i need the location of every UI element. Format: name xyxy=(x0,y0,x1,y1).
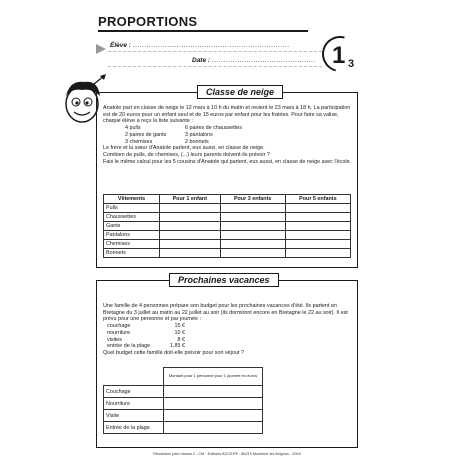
budget-table xyxy=(103,367,263,434)
table-row xyxy=(104,249,351,258)
answer-cell[interactable] xyxy=(220,204,285,213)
table-row xyxy=(104,410,263,422)
answer-cell[interactable] xyxy=(164,398,263,410)
table-row xyxy=(104,386,263,398)
student-label: Élève : xyxy=(110,42,131,49)
answer-cell[interactable] xyxy=(285,213,350,222)
row-label: Pulls xyxy=(104,204,160,213)
answer-cell[interactable] xyxy=(160,222,221,231)
table-header-row xyxy=(104,195,351,204)
answer-cell[interactable] xyxy=(220,249,285,258)
row-label: Visite xyxy=(104,410,164,422)
list-item: 3 chemises xyxy=(125,138,153,145)
answer-cell[interactable] xyxy=(220,231,285,240)
student-info xyxy=(96,42,318,70)
row-label: Couchage xyxy=(104,386,164,398)
list-item: 4 pulls xyxy=(125,125,141,132)
clothing-table xyxy=(103,194,351,258)
question-text: Le frère et la sœur d'Anatole partent, eux aussi, en classe de neige. xyxy=(103,145,265,152)
cost-label: nourriture xyxy=(107,329,131,336)
table-row xyxy=(104,398,263,410)
page-title: PROPORTIONS xyxy=(98,14,198,29)
table-row xyxy=(104,422,263,434)
date-line xyxy=(192,57,316,64)
cost-label: visites xyxy=(107,336,122,343)
cost-value: 1,85 € xyxy=(170,343,185,350)
answer-cell[interactable] xyxy=(160,213,221,222)
divider xyxy=(108,51,322,52)
answer-cell[interactable] xyxy=(220,240,285,249)
row-label: Chaussettes xyxy=(104,213,160,222)
row-label: Gants xyxy=(104,222,160,231)
section-classe-de-neige xyxy=(96,87,358,268)
table-row xyxy=(104,204,351,213)
student-name-field[interactable]: .................................................................... xyxy=(132,42,290,49)
cost-label: couchage xyxy=(107,323,131,330)
answer-cell[interactable] xyxy=(160,231,221,240)
student-line xyxy=(110,42,290,49)
title-rule xyxy=(98,30,308,32)
row-label: Bonnets xyxy=(104,249,160,258)
answer-cell[interactable] xyxy=(160,249,221,258)
page-footer: Résolution pam niveau 2 - CM - Editions ACCES® - 86210 Moulème les Avignon - 2004 xyxy=(153,452,301,456)
table-row xyxy=(104,231,351,240)
clothing-list xyxy=(103,125,353,145)
list-item: 2 bonnets xyxy=(185,138,209,145)
answer-cell[interactable] xyxy=(160,204,221,213)
cost-value: 8 € xyxy=(177,336,185,343)
list-item: 6 paires de chaussettes xyxy=(185,125,242,132)
answer-cell[interactable] xyxy=(164,422,263,434)
table-header: Vêtements xyxy=(104,195,160,204)
row-label: Chemises xyxy=(104,240,160,249)
answer-cell[interactable] xyxy=(285,222,350,231)
row-label: Nourriture xyxy=(104,398,164,410)
answer-cell[interactable] xyxy=(160,240,221,249)
table-row xyxy=(104,222,351,231)
badge-subnumber: 3 xyxy=(348,58,355,70)
section-text xyxy=(103,105,353,165)
question-text: Combien de pulls, de chemises, (...) leurs parents doivent-ils prévoir ? xyxy=(103,151,270,158)
intro-paragraph: Anatole part en classe de neige le 12 mars à 10 h du matin et revient le 23 mars à 18 h. La participation est de 20 euros pour un enfant seul et de 15 euros par enfant pour les fratries. Pour faire sa valise, chaque élève a reçu la liste suivante : xyxy=(103,105,351,125)
question-text: Fais le même calcul pour les 5 cousins d'Anatole qui partent, eux aussi, en classe de neige avec l'école. xyxy=(103,158,352,165)
table-row xyxy=(104,213,351,222)
answer-cell[interactable] xyxy=(285,240,350,249)
row-label: Entrée de la plage xyxy=(104,422,164,434)
table-header: Montant pour 1 personne pour 1 journée en euros xyxy=(164,368,263,386)
section-heading: Prochaines vacances xyxy=(169,273,279,287)
answer-cell[interactable] xyxy=(285,231,350,240)
cost-value: 10 € xyxy=(174,329,185,336)
section-heading: Classe de neige xyxy=(197,85,283,99)
date-label: Date : xyxy=(192,57,211,64)
answer-cell[interactable] xyxy=(220,213,285,222)
worksheet-page xyxy=(82,8,372,456)
row-label: Pantalons xyxy=(104,231,160,240)
answer-cell[interactable] xyxy=(285,249,350,258)
table-header: Pour 5 enfants xyxy=(285,195,350,204)
answer-cell[interactable] xyxy=(164,410,263,422)
table-header: Pour 1 enfant xyxy=(160,195,221,204)
divider xyxy=(108,66,322,67)
question-text: Quel budget cette famille doit-elle prévoir pour son séjour ? xyxy=(103,349,245,356)
answer-cell[interactable] xyxy=(285,204,350,213)
date-field[interactable]: ............................................. xyxy=(211,57,316,64)
cost-value: 15 € xyxy=(174,323,185,330)
table-header-row xyxy=(104,368,263,386)
answer-cell[interactable] xyxy=(164,386,263,398)
cost-list xyxy=(103,323,353,350)
list-item: 3 pantalons xyxy=(185,131,213,138)
badge-number: 1 xyxy=(332,42,346,69)
empty-header-cell xyxy=(104,368,164,386)
table-header: Pour 3 enfants xyxy=(220,195,285,204)
answer-cell[interactable] xyxy=(220,222,285,231)
arrow-icon xyxy=(96,44,106,54)
cost-label: entrée de la plage xyxy=(107,343,151,350)
intro-paragraph: Une famille de 4 personnes prépare son budget pour les prochaines vacances d'été. Ils partent en Bretagne du 3 juillet au matin au 22 juillet au soir (ils dormiront encore en Bretagne le 22 au soir). Il est prévu pour une personne et par journée : xyxy=(103,303,348,323)
table-row xyxy=(104,240,351,249)
section-prochaines-vacances xyxy=(96,275,358,448)
section-text xyxy=(103,303,353,357)
lesson-badge xyxy=(322,36,362,76)
list-item: 2 paires de gants xyxy=(125,131,167,138)
